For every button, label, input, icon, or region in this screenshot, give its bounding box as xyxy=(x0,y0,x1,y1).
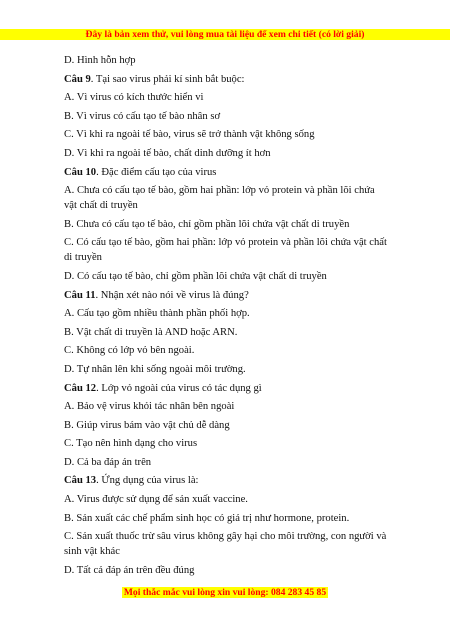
question-text: . Lớp vỏ ngoài của virus có tác dụng gì xyxy=(96,382,262,394)
answer-option: A. Vì virus có kích thước hiển vi xyxy=(64,92,204,104)
answer-option: B. Vật chất di truyền là AND hoặc ARN. xyxy=(64,326,238,338)
question-text: . Ứng dụng của virus là: xyxy=(96,475,199,487)
answer-option: B. Vì virus có cấu tạo tế bào nhân sơ xyxy=(64,110,221,122)
question-text: . Đặc điểm cấu tạo của virus xyxy=(96,166,217,178)
answer-option: C. Không có lớp vỏ bên ngoài. xyxy=(64,345,195,357)
answer-option: B. Sản xuất các chế phẩm sinh học có giá trị như hormone, protein. xyxy=(64,512,350,524)
question-text: . Tại sao virus phải kí sinh bắt buộc: xyxy=(90,73,245,85)
preview-notice-banner xyxy=(0,29,450,40)
answer-option: B. Chưa có cấu tạo tế bào, chỉ gồm phần lõi chứa vật chất di truyền xyxy=(64,218,350,230)
question-list xyxy=(64,54,409,582)
question-heading xyxy=(64,166,409,179)
question-number: Câu 9 xyxy=(64,73,91,85)
answer-option: A. Bảo vệ virus khỏi tác nhân bên ngoài xyxy=(64,401,235,413)
answer-option: A. Virus được sử dụng để sản xuất vaccine. xyxy=(64,494,248,506)
answer-option: D. Hình hỗn hợp xyxy=(64,55,136,66)
question-heading xyxy=(64,289,409,302)
question-number: Câu 12 xyxy=(64,382,97,394)
contact-footer-text: Mọi thắc mắc vui lòng xin vui lòng: 084 283 45 85 xyxy=(123,587,327,598)
question-number: Câu 13 xyxy=(64,475,97,487)
answer-option: C. Tạo nên hình dạng cho virus xyxy=(64,438,198,450)
answer-option: C. Sản xuất thuốc trừ sâu virus không gây hại cho môi trường, con người và xyxy=(64,531,387,543)
question-heading xyxy=(64,474,409,487)
answer-option: vật chất di truyền xyxy=(64,200,138,212)
question-heading xyxy=(64,382,409,395)
answer-option: D. Tự nhân lên khi sống ngoài môi trường. xyxy=(64,363,246,375)
question-heading xyxy=(64,73,409,86)
question-text: . Nhận xét nào nói về virus là đúng? xyxy=(95,289,249,301)
answer-option: A. Cấu tạo gồm nhiều thành phần phối hợp. xyxy=(64,308,250,320)
answer-option: C. Vì khi ra ngoài tế bào, virus sẽ trở thành vật không sống xyxy=(64,129,315,141)
answer-option: di truyền xyxy=(64,252,102,264)
question-number: Câu 11 xyxy=(64,289,96,301)
answer-option: D. Cả ba đáp án trên xyxy=(64,456,152,468)
contact-footer xyxy=(0,587,450,598)
answer-option: B. Giúp virus bám vào vật chủ dễ dàng xyxy=(64,419,230,431)
answer-option: A. Chưa có cấu tạo tế bào, gồm hai phần: lớp vỏ protein và phần lõi chứa xyxy=(64,185,375,197)
answer-option: sinh vật khác xyxy=(64,546,120,558)
answer-option: D. Vì khi ra ngoài tế bào, chất dinh dưỡng ít hơn xyxy=(64,147,271,159)
answer-option: D. Tất cả đáp án trên đều đúng xyxy=(64,564,195,576)
preview-notice-text: Đây là bản xem thử, vui lòng mua tài liệu để xem chi tiết (có lời giải) xyxy=(85,29,365,40)
answer-option: C. Có cấu tạo tế bào, gồm hai phần: lớp vỏ protein và phần lõi chứa vật chất xyxy=(64,237,387,249)
answer-option: D. Có cấu tạo tế bào, chỉ gồm phần lõi chứa vật chất di truyền xyxy=(64,270,327,282)
question-number: Câu 10 xyxy=(64,166,97,178)
